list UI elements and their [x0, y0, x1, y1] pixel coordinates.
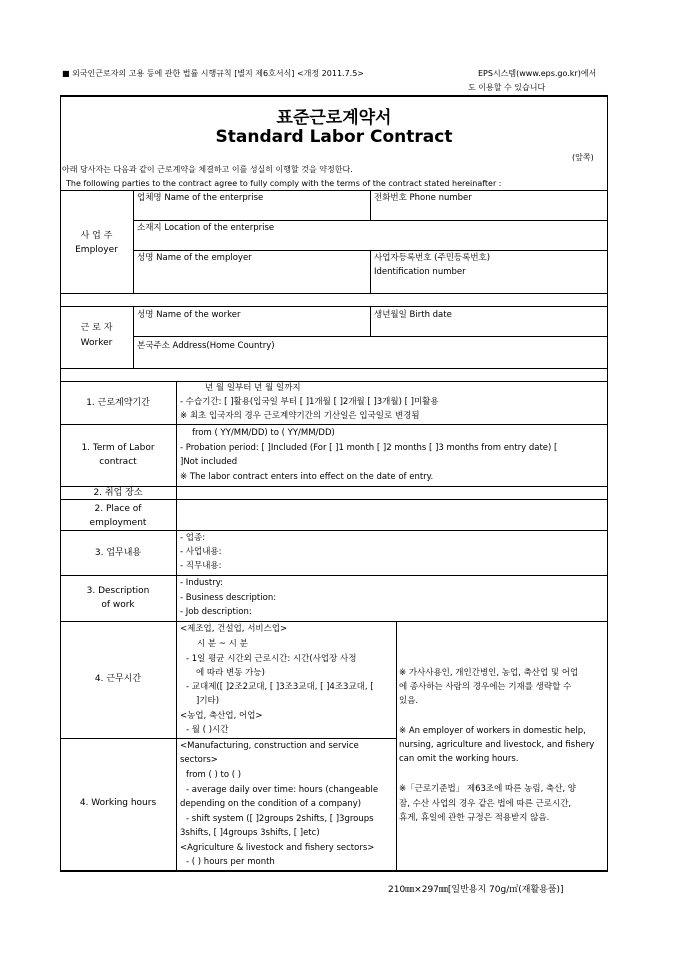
- employer-label-en: Employer: [75, 245, 118, 255]
- hours-ko-time[interactable]: 시 분 ~ 시 분: [197, 639, 248, 649]
- hours-note-en-3: can omit the working hours.: [399, 754, 519, 764]
- hours-en-time[interactable]: from ( ) to ( ): [186, 770, 242, 780]
- hours-ko-shift[interactable]: - 교대제([ ]2조2교대, [ ]3조3교대, [ ]4조3교대, [: [186, 682, 374, 692]
- phone-number-field[interactable]: 전화번호 Phone number: [374, 193, 472, 203]
- hours-note-en-2: nursing, agriculture and livestock, and fishery: [399, 740, 595, 750]
- term-dates-ko[interactable]: 년 월 일부터 년 월 일까지: [205, 383, 301, 393]
- industry-field-en[interactable]: - Industry:: [180, 578, 223, 588]
- eps-notice-line2: 도 이용할 수 있습니다: [468, 83, 546, 92]
- hours-en-header-2: <Agriculture & livestock and fishery sectors>: [180, 843, 375, 853]
- intro-ko: 아래 당사자는 다음과 같이 근로계약을 체결하고 이를 성실히 이행할 것을 약정한다.: [62, 165, 353, 174]
- hours-ko-header-2: <농업, 축산업, 어업>: [180, 711, 263, 721]
- place-label-en-1: 2. Place of: [94, 504, 142, 514]
- hours-en-shift-cont: 3shifts, [ ]4groups 3shifts, [ ]etc): [180, 828, 320, 838]
- term-note-ko: ※ 최초 입국자의 경우 근로계약기간의 기산일은 입국일로 변경됨: [180, 411, 420, 421]
- probation-en[interactable]: - Probation period: [ ]Included (For [ ]1 month [ ]2 months [ ]3 months from entry date) [: [180, 443, 558, 453]
- intro-en: The following parties to the contract agree to fully comply with the terms of the contract stated hereinafter :: [66, 179, 502, 188]
- term-label-en-2: contract: [99, 457, 137, 467]
- birth-date-field[interactable]: 생년월일 Birth date: [374, 310, 452, 320]
- industry-field-ko[interactable]: - 업종:: [180, 533, 206, 543]
- hours-note-law-1: ※「근로기준법」 제63조에 따른 농림, 축산, 양: [399, 784, 577, 794]
- enterprise-name-field[interactable]: 업체명 Name of the enterprise: [137, 193, 264, 203]
- hours-en-monthly[interactable]: - ( ) hours per month: [186, 857, 275, 867]
- employer-name-field[interactable]: 성명 Name of the employer: [137, 253, 252, 263]
- worker-label-en: Worker: [80, 338, 113, 348]
- job-field-ko[interactable]: - 직무내용:: [180, 561, 222, 571]
- term-label-ko: 1. 근로계약기간: [86, 398, 150, 408]
- hours-ko-overtime[interactable]: - 1일 평균 시간외 근로시간: 시간(사업장 사정: [186, 654, 357, 664]
- term-note-en: ※ The labor contract enters into effect on the date of entry.: [180, 472, 434, 482]
- form-reference: ■ 외국인근로자의 고용 등에 관한 법률 시행규칙 [별지 제6호서식] <개정 2011.7.5>: [62, 69, 365, 78]
- hours-ko-overtime-cont: 에 따라 변동 가능): [196, 668, 265, 678]
- hours-en-shift[interactable]: - shift system ([ ]2groups 2shifts, [ ]3groups: [186, 814, 374, 824]
- title-ko: 표준근로계약서: [276, 108, 392, 128]
- hours-label-en: 4. Working hours: [79, 798, 157, 808]
- hours-note-ko-1: ※ 가사사용인, 개인간병인, 농업, 축산업 및 어업: [399, 668, 579, 678]
- id-number-field-en: Identification number: [374, 267, 466, 277]
- job-field-en[interactable]: - Job description:: [180, 607, 252, 617]
- probation-ko[interactable]: - 수습기간: [ ]활용(입국일 부터 [ ]1개월 [ ]2개월 [ ]3개월) [ ]미활용: [180, 397, 439, 407]
- place-label-ko: 2. 취업 장소: [93, 488, 143, 498]
- hours-ko-shift-cont: ]기타): [196, 696, 220, 706]
- duties-label-en-2: of work: [101, 600, 135, 610]
- id-number-field-ko[interactable]: 사업자등록번호 (주민등록번호): [374, 253, 491, 263]
- hours-note-en-1: ※ An employer of workers in domestic help,: [399, 726, 586, 736]
- duties-label-en-1: 3. Description: [86, 586, 150, 596]
- term-label-en-1: 1. Term of Labor: [81, 443, 155, 453]
- hours-en-overtime-cont: depending on the condition of a company): [180, 799, 362, 809]
- place-label-en-2: employment: [89, 518, 147, 528]
- hours-en-header-1-cont: sectors>: [180, 755, 218, 765]
- eps-notice-line1: EPS시스템(www.eps.go.kr)에서: [478, 69, 597, 78]
- probation-en-cont: ]Not included: [180, 457, 238, 467]
- hours-label-ko: 4. 근무시간: [94, 674, 142, 684]
- page-side: (앞쪽): [572, 153, 594, 162]
- paper-spec-footer: 210㎜×297㎜[일반용지 70g/㎡(재활용품)]: [388, 885, 564, 895]
- business-field-en[interactable]: - Business description:: [180, 593, 277, 603]
- business-field-ko[interactable]: - 사업내용:: [180, 547, 222, 557]
- term-dates-en[interactable]: from ( YY/MM/DD) to ( YY/MM/DD): [192, 428, 335, 438]
- hours-ko-monthly[interactable]: - 월 ( )시간: [186, 725, 229, 735]
- hours-note-ko-2: 에 종사하는 사람의 경우에는 기재를 생략할 수: [399, 682, 572, 692]
- hours-ko-header-1: <제조업, 건설업, 서비스업>: [180, 624, 288, 634]
- worker-label-ko: 근 로 자: [80, 323, 113, 333]
- home-address-field[interactable]: 본국주소 Address(Home Country): [137, 341, 275, 351]
- hours-note-law-3: 휴게, 휴일에 관한 규정은 적용받지 않음.: [399, 813, 550, 823]
- title-en: Standard Labor Contract: [215, 127, 453, 147]
- hours-note-law-2: 잠, 수산 사업의 경우 같은 법에 따른 근로시간,: [399, 799, 572, 809]
- duties-label-ko: 3. 업무내용: [94, 548, 142, 558]
- worker-name-field[interactable]: 성명 Name of the worker: [137, 310, 241, 320]
- hours-note-ko-3: 있음.: [399, 696, 419, 706]
- enterprise-location-field[interactable]: 소재지 Location of the enterprise: [137, 223, 275, 233]
- hours-en-overtime[interactable]: - average daily over time: hours (changeable: [186, 785, 379, 795]
- employer-label-ko: 사 업 주: [80, 231, 113, 241]
- hours-en-header-1: <Manufacturing, construction and service: [180, 741, 359, 751]
